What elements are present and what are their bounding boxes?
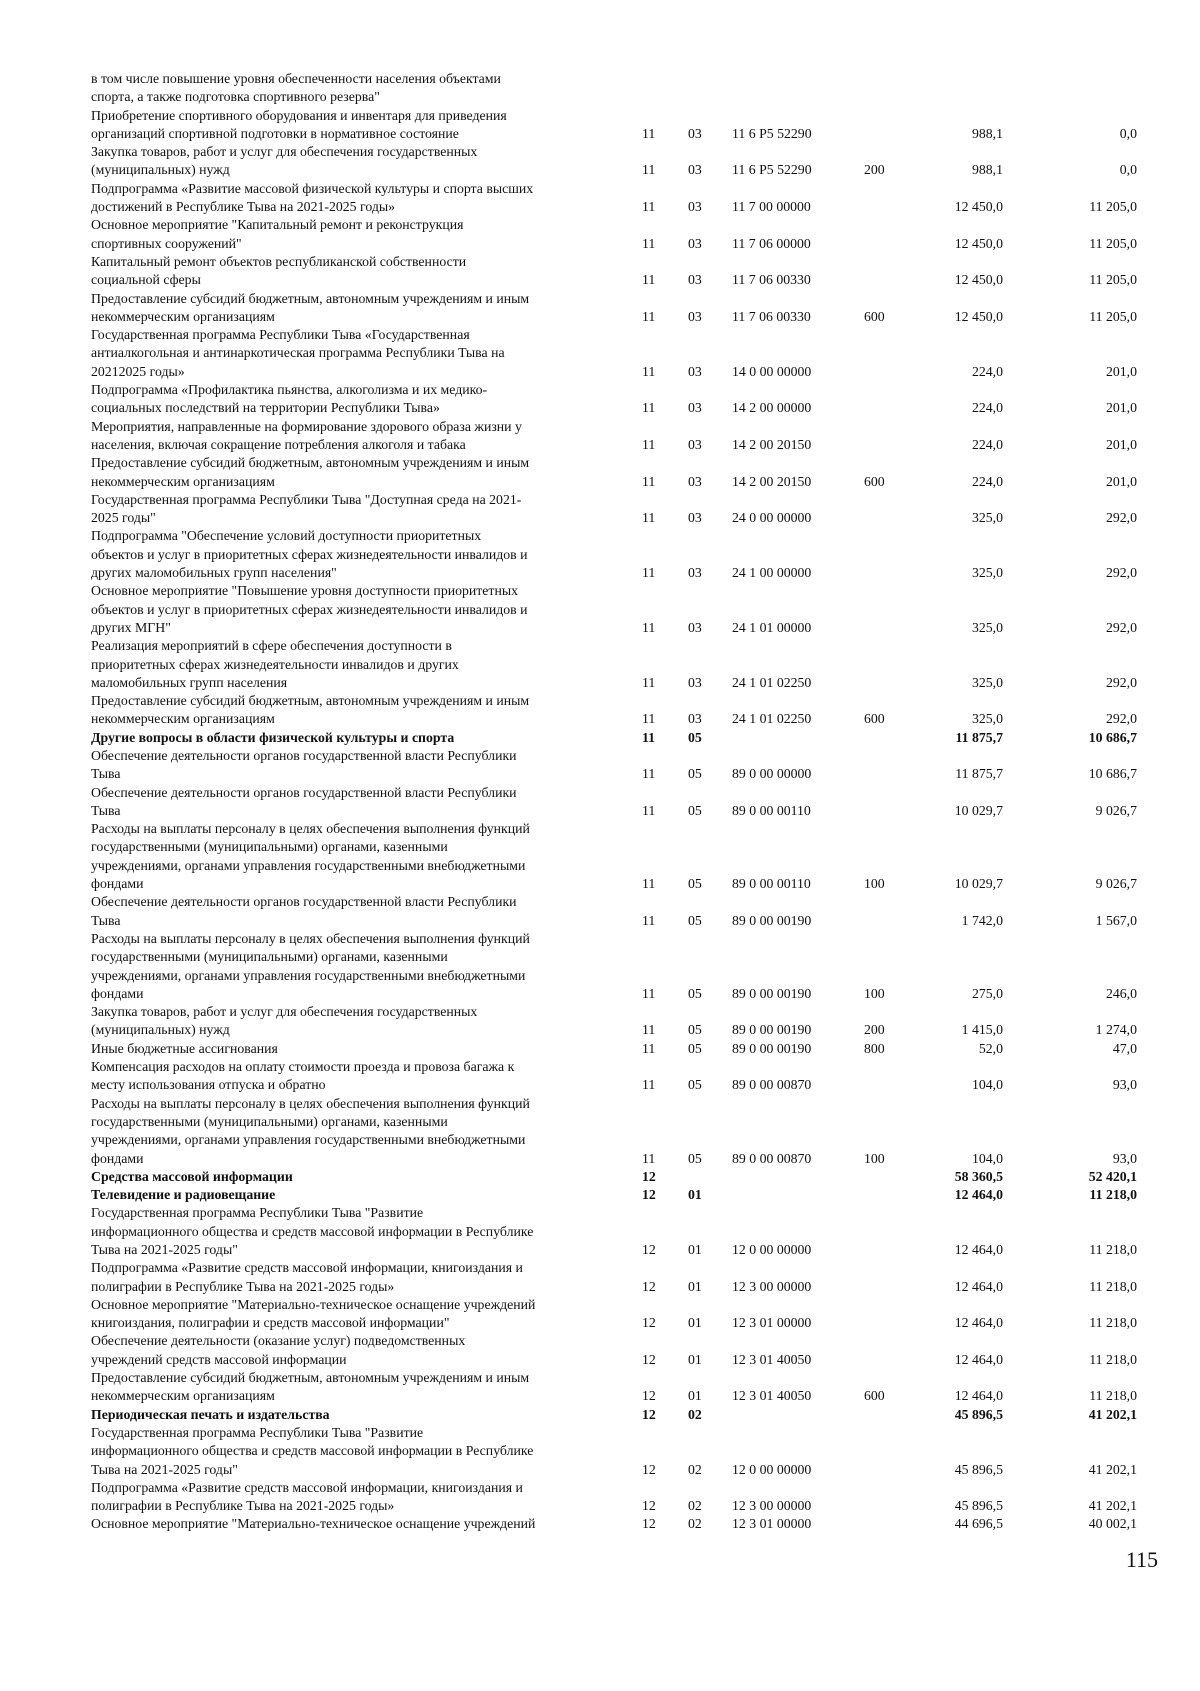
table-row xyxy=(91,820,1151,893)
row-name: Расходы на выплаты персоналу в целях обеспечения выполнения функций государственными (муниципальными) органами, казенными учреждениями, органами управления государственными внебюджетными фондами xyxy=(91,930,530,1001)
amount-year-2: 201,0 xyxy=(1105,436,1137,452)
target-article-code: 12 3 00 00000 xyxy=(732,1278,812,1294)
table-row xyxy=(91,1515,1151,1533)
amount-year-2: 201,0 xyxy=(1105,473,1137,489)
table-row xyxy=(91,454,1151,491)
table-row xyxy=(91,290,1151,327)
amount-year-2: 40 002,1 xyxy=(1088,1516,1137,1532)
row-name: Государственная программа Республики Тыва "Развитие информационного общества и средств массовой информации в Республике Тыва на 2021-2025 годы" xyxy=(91,1424,534,1477)
amount-year-2: 41 202,1 xyxy=(1088,1461,1137,1477)
row-name: Обеспечение деятельности органов государственной власти Республики Тыва xyxy=(91,894,517,928)
subsection-code: 03 xyxy=(688,235,702,251)
table-row xyxy=(91,418,1151,455)
row-name: Основное мероприятие "Материально-техническое оснащение учреждений книгоиздания, полиграфии и средств массовой информации" xyxy=(91,1296,536,1331)
expense-type-code: 600 xyxy=(864,473,885,489)
subsection-code: 03 xyxy=(688,272,702,288)
amount-year-1: 12 464,0 xyxy=(954,1351,1003,1367)
table-row xyxy=(91,784,1151,821)
amount-year-1: 12 450,0 xyxy=(954,308,1003,324)
target-article-code: 24 1 01 02250 xyxy=(732,711,812,727)
target-article-code: 89 0 00 00190 xyxy=(732,1022,812,1038)
table-row xyxy=(91,1040,1151,1058)
target-article-code: 11 7 00 00000 xyxy=(732,199,811,215)
row-name: Компенсация расходов на оплату стоимости проезда и провоза багажа к месту использования отпуска и обратно xyxy=(91,1059,515,1093)
target-article-code: 12 3 01 00000 xyxy=(732,1315,812,1331)
amount-year-2: 11 205,0 xyxy=(1089,235,1137,251)
row-name: Государственная программа Республики Тыва "Доступная среда на 2021- 2025 годы" xyxy=(91,491,522,526)
amount-year-2: 11 218,0 xyxy=(1089,1278,1137,1294)
amount-year-2: 201,0 xyxy=(1105,363,1137,379)
section-code: 11 xyxy=(642,400,656,416)
subsection-code: 05 xyxy=(688,985,702,1001)
section-code: 11 xyxy=(642,1022,656,1038)
subsection-code: 01 xyxy=(688,1315,702,1331)
amount-year-2: 11 218,0 xyxy=(1089,1187,1137,1203)
amount-year-2: 11 218,0 xyxy=(1089,1242,1137,1257)
amount-year-2: 10 686,7 xyxy=(1088,729,1137,745)
row-name: Государственная программа Республики Тыва "Развитие информационного общества и средств массовой информации в Республике Тыва на 2021-2025 годы" xyxy=(91,1205,534,1257)
target-article-code: 89 0 00 00870 xyxy=(732,1077,812,1093)
section-code: 11 xyxy=(642,912,656,928)
amount-year-2: 292,0 xyxy=(1105,619,1137,635)
amount-year-1: 45 896,5 xyxy=(954,1461,1003,1477)
amount-year-2: 1 274,0 xyxy=(1095,1022,1137,1038)
row-name: Расходы на выплаты персоналу в целях обеспечения выполнения функций государственными (муниципальными) органами, казенными учреждениями, органами управления государственными внебюджетными фондами xyxy=(91,1095,530,1166)
amount-year-2: 9 026,7 xyxy=(1095,802,1137,818)
amount-year-2: 201,0 xyxy=(1105,400,1137,416)
section-code: 11 xyxy=(642,308,656,324)
subsection-code: 02 xyxy=(688,1406,702,1422)
table-row xyxy=(91,582,1151,637)
amount-year-1: 325,0 xyxy=(971,674,1003,690)
table-row xyxy=(91,1296,1151,1333)
target-article-code: 89 0 00 00190 xyxy=(732,1040,812,1056)
subsection-code: 03 xyxy=(688,674,702,690)
section-code: 12 xyxy=(642,1351,656,1367)
row-name: Обеспечение деятельности органов государственной власти Республики Тыва xyxy=(91,747,517,782)
subsection-code: 05 xyxy=(688,1077,702,1093)
section-code: 12 xyxy=(642,1315,656,1331)
section-code: 11 xyxy=(642,162,656,178)
subsection-code: 05 xyxy=(688,876,702,892)
amount-year-1: 1 742,0 xyxy=(961,912,1003,928)
row-name: Подпрограмма «Развитие средств массовой информации, книгоиздания и полиграфии в Республике Тыва на 2021-2025 годы» xyxy=(91,1260,523,1294)
amount-year-2: 11 218,0 xyxy=(1089,1388,1137,1404)
row-name: Другие вопросы в области физической культуры и спорта xyxy=(91,729,455,745)
section-code: 11 xyxy=(642,985,656,1001)
amount-year-2: 9 026,7 xyxy=(1095,876,1137,892)
target-article-code: 14 2 00 00000 xyxy=(732,400,812,416)
expense-type-code: 600 xyxy=(864,1388,885,1404)
row-name: Предоставление субсидий бюджетным, автономным учреждениям и иным некоммерческим организациям xyxy=(91,693,530,727)
table-row xyxy=(91,143,1151,180)
target-article-code: 12 3 01 00000 xyxy=(732,1516,812,1532)
row-name: Расходы на выплаты персоналу в целях обеспечения выполнения функций государственными (муниципальными) органами, казенными учреждениями, органами управления государственными внебюджетными фондами xyxy=(91,821,530,892)
table-row xyxy=(91,70,1151,107)
section-code: 12 xyxy=(642,1278,656,1294)
row-name: Государственная программа Республики Тыва «Государственная антиалкогольная и антинаркотическая программа Республики Тыва на 20212025 годы» xyxy=(91,327,505,379)
table-row xyxy=(91,253,1151,290)
section-code: 11 xyxy=(642,473,656,489)
amount-year-2: 11 218,0 xyxy=(1089,1315,1137,1331)
subsection-code: 05 xyxy=(688,1040,702,1056)
expense-type-code: 600 xyxy=(864,308,885,324)
subsection-code: 03 xyxy=(688,363,702,379)
amount-year-1: 10 029,7 xyxy=(954,802,1003,818)
subsection-code: 05 xyxy=(688,729,702,745)
section-code: 11 xyxy=(642,436,656,452)
row-name: Закупка товаров, работ и услуг для обеспечения государственных (муниципальных) нужд xyxy=(91,1004,478,1038)
row-name: Основное мероприятие "Материально-техническое оснащение учреждений xyxy=(91,1516,536,1532)
subsection-code: 03 xyxy=(688,162,702,178)
amount-year-2: 292,0 xyxy=(1105,674,1137,690)
section-code: 12 xyxy=(642,1168,656,1184)
amount-year-1: 325,0 xyxy=(971,619,1003,635)
target-article-code: 89 0 00 00000 xyxy=(732,766,812,782)
section-code: 11 xyxy=(642,199,656,215)
section-code: 11 xyxy=(642,619,656,635)
table-row xyxy=(91,326,1151,381)
table-row xyxy=(91,1003,1151,1040)
section-code: 12 xyxy=(642,1498,656,1514)
subsection-code: 02 xyxy=(688,1516,702,1532)
row-name: Обеспечение деятельности органов государственной власти Республики Тыва xyxy=(91,784,517,818)
amount-year-1: 45 896,5 xyxy=(954,1406,1003,1422)
table-row xyxy=(91,747,1151,784)
table-row xyxy=(91,893,1151,930)
row-name: Средства массовой информации xyxy=(91,1168,293,1184)
row-name: Подпрограмма «Развитие средств массовой информации, книгоиздания и полиграфии в Республике Тыва на 2021-2025 годы» xyxy=(91,1479,523,1514)
subsection-code: 03 xyxy=(688,510,702,526)
subsection-code: 03 xyxy=(688,308,702,324)
subsection-code: 03 xyxy=(688,565,702,581)
expense-type-code: 100 xyxy=(864,876,885,892)
subsection-code: 03 xyxy=(688,436,702,452)
subsection-code: 01 xyxy=(688,1242,702,1257)
target-article-code: 24 1 01 02250 xyxy=(732,674,812,690)
amount-year-2: 11 218,0 xyxy=(1089,1351,1137,1367)
amount-year-2: 292,0 xyxy=(1105,510,1137,526)
subsection-code: 05 xyxy=(688,766,702,782)
subsection-code: 05 xyxy=(688,802,702,818)
amount-year-2: 11 205,0 xyxy=(1089,272,1137,288)
target-article-code: 12 3 01 40050 xyxy=(732,1351,812,1367)
amount-year-1: 104,0 xyxy=(971,1150,1003,1166)
subsection-code: 03 xyxy=(688,125,702,141)
table-row xyxy=(91,1204,1151,1259)
target-article-code: 11 7 06 00330 xyxy=(732,272,811,288)
amount-year-1: 52,0 xyxy=(978,1040,1003,1056)
row-name: Основное мероприятие "Повышение уровня доступности приоритетных объектов и услуг в приоритетных сферах жизнедеятельности инвалидов и других МГН" xyxy=(91,583,528,635)
row-name: Подпрограмма «Развитие массовой физической культуры и спорта высших достижений в Республике Тыва на 2021-2025 годы» xyxy=(91,180,534,215)
table-row xyxy=(91,491,1151,528)
section-code: 11 xyxy=(642,1077,656,1093)
section-code: 11 xyxy=(642,674,656,690)
expense-type-code: 100 xyxy=(864,985,885,1001)
amount-year-1: 11 875,7 xyxy=(955,766,1003,782)
subsection-code: 03 xyxy=(688,400,702,416)
target-article-code: 89 0 00 00190 xyxy=(732,912,812,928)
table-row xyxy=(91,1369,1151,1406)
amount-year-2: 10 686,7 xyxy=(1088,766,1137,782)
amount-year-1: 988,1 xyxy=(971,125,1003,141)
table-row xyxy=(91,930,1151,1003)
amount-year-1: 12 450,0 xyxy=(954,235,1003,251)
amount-year-1: 12 464,0 xyxy=(954,1187,1003,1203)
section-code: 11 xyxy=(642,1150,656,1166)
table-row xyxy=(91,1424,1151,1479)
amount-year-1: 12 450,0 xyxy=(954,199,1003,215)
amount-year-2: 47,0 xyxy=(1112,1040,1137,1056)
expense-type-code: 200 xyxy=(864,162,885,178)
section-code: 12 xyxy=(642,1187,656,1203)
amount-year-1: 58 360,5 xyxy=(954,1168,1003,1184)
target-article-code: 12 0 00 00000 xyxy=(732,1461,812,1477)
row-name: Телевидение и радиовещание xyxy=(91,1187,276,1203)
row-name: Подпрограмма «Профилактика пьянства, алкоголизма и их медико- социальных последствий на территории Республики Тыва» xyxy=(91,382,488,416)
section-code: 11 xyxy=(642,565,656,581)
subsection-code: 03 xyxy=(688,619,702,635)
amount-year-1: 12 450,0 xyxy=(954,272,1003,288)
subsection-code: 05 xyxy=(688,1150,702,1166)
amount-year-1: 275,0 xyxy=(971,985,1003,1001)
target-article-code: 24 1 00 00000 xyxy=(732,565,812,581)
table-row xyxy=(91,527,1151,582)
expense-type-code: 600 xyxy=(864,711,885,727)
amount-year-1: 1 415,0 xyxy=(961,1022,1003,1038)
section-code: 11 xyxy=(642,766,656,782)
table-row xyxy=(91,1332,1151,1369)
target-article-code: 89 0 00 00110 xyxy=(732,876,811,892)
row-name: Подпрограмма "Обеспечение условий доступности приоритетных объектов и услуг в приоритетных сферах жизнедеятельности инвалидов и других маломобильных групп населения" xyxy=(91,528,528,581)
table-row xyxy=(91,1058,1151,1095)
target-article-code: 12 3 00 00000 xyxy=(732,1498,812,1514)
table-row xyxy=(91,1186,1151,1204)
target-article-code: 11 7 06 00330 xyxy=(732,308,811,324)
row-name: в том числе повышение уровня обеспеченности населения объектами спорта, а также подготовка спортивного резерва" xyxy=(91,71,501,105)
target-article-code: 11 6 P5 52290 xyxy=(732,125,812,141)
section-code: 11 xyxy=(642,711,656,727)
target-article-code: 24 1 01 00000 xyxy=(732,619,812,635)
section-code: 11 xyxy=(642,363,656,379)
section-code: 11 xyxy=(642,510,656,526)
subsection-code: 01 xyxy=(688,1351,702,1367)
table-row xyxy=(91,381,1151,418)
table-row xyxy=(91,637,1151,692)
subsection-code: 01 xyxy=(688,1278,702,1294)
expense-type-code: 100 xyxy=(864,1150,885,1166)
subsection-code: 03 xyxy=(688,473,702,489)
target-article-code: 89 0 00 00110 xyxy=(732,802,811,818)
table-row xyxy=(91,107,1151,144)
subsection-code: 05 xyxy=(688,912,702,928)
row-name: Закупка товаров, работ и услуг для обеспечения государственных (муниципальных) нужд xyxy=(91,144,478,178)
amount-year-2: 52 420,1 xyxy=(1088,1168,1137,1184)
section-code: 11 xyxy=(642,235,656,251)
amount-year-2: 246,0 xyxy=(1105,985,1137,1001)
subsection-code: 02 xyxy=(688,1461,702,1477)
section-code: 12 xyxy=(642,1516,656,1532)
target-article-code: 89 0 00 00870 xyxy=(732,1150,812,1166)
row-name: Мероприятия, направленные на формирование здорового образа жизни у населения, включая сокращение потребления алкоголя и табака xyxy=(91,418,522,452)
target-article-code: 14 2 00 20150 xyxy=(732,473,812,489)
table-row xyxy=(91,1168,1151,1186)
amount-year-2: 0,0 xyxy=(1119,125,1137,141)
target-article-code: 11 6 P5 52290 xyxy=(732,162,812,178)
row-name: Предоставление субсидий бюджетным, автономным учреждениям и иным некоммерческим организациям xyxy=(91,1370,530,1404)
row-name: Иные бюджетные ассигнования xyxy=(91,1040,278,1056)
amount-year-1: 45 896,5 xyxy=(954,1498,1003,1514)
amount-year-1: 12 464,0 xyxy=(954,1278,1003,1294)
target-article-code: 12 3 01 40050 xyxy=(732,1388,812,1404)
section-code: 11 xyxy=(642,272,656,288)
section-code: 11 xyxy=(642,125,656,141)
amount-year-1: 12 464,0 xyxy=(954,1388,1003,1404)
amount-year-1: 325,0 xyxy=(971,711,1003,727)
target-article-code: 14 0 00 00000 xyxy=(732,363,812,379)
amount-year-2: 11 205,0 xyxy=(1089,199,1137,215)
subsection-code: 03 xyxy=(688,711,702,727)
subsection-code: 01 xyxy=(688,1388,702,1404)
amount-year-1: 224,0 xyxy=(971,363,1003,379)
target-article-code: 14 2 00 20150 xyxy=(732,436,812,452)
row-name: Предоставление субсидий бюджетным, автономным учреждениям и иным некоммерческим организациям xyxy=(91,290,530,324)
amount-year-2: 292,0 xyxy=(1105,711,1137,727)
row-name: Предоставление субсидий бюджетным, автономным учреждениям и иным некоммерческим организациям xyxy=(91,455,530,489)
section-code: 11 xyxy=(642,1040,656,1056)
table-row xyxy=(91,692,1151,729)
table-row xyxy=(91,1259,1151,1296)
target-article-code: 24 0 00 00000 xyxy=(732,510,812,526)
subsection-code: 02 xyxy=(688,1498,702,1514)
amount-year-2: 41 202,1 xyxy=(1088,1406,1137,1422)
section-code: 12 xyxy=(642,1388,656,1404)
amount-year-2: 0,0 xyxy=(1119,162,1137,178)
target-article-code: 89 0 00 00190 xyxy=(732,985,812,1001)
table-row xyxy=(91,180,1151,217)
section-code: 11 xyxy=(642,802,656,818)
amount-year-1: 224,0 xyxy=(971,436,1003,452)
amount-year-1: 325,0 xyxy=(971,565,1003,581)
amount-year-2: 93,0 xyxy=(1112,1150,1137,1166)
amount-year-1: 11 875,7 xyxy=(955,729,1003,745)
amount-year-1: 988,1 xyxy=(971,162,1003,178)
amount-year-1: 10 029,7 xyxy=(954,876,1003,892)
row-name: Периодическая печать и издательства xyxy=(91,1406,330,1422)
row-name: Капитальный ремонт объектов республиканской собственности социальной сферы xyxy=(91,253,467,288)
expense-type-code: 800 xyxy=(864,1040,885,1056)
amount-year-1: 325,0 xyxy=(971,510,1003,526)
expense-type-code: 200 xyxy=(864,1022,885,1038)
amount-year-1: 104,0 xyxy=(971,1077,1003,1093)
row-name: Приобретение спортивного оборудования и инвентаря для приведения организаций спортивной подготовки в нормативное состояние xyxy=(91,107,507,141)
amount-year-2: 292,0 xyxy=(1105,565,1137,581)
page-number: 115 xyxy=(1125,1547,1158,1572)
table-row xyxy=(91,729,1151,747)
subsection-code: 03 xyxy=(688,199,702,215)
table-row xyxy=(91,1479,1151,1516)
amount-year-1: 44 696,5 xyxy=(954,1516,1003,1532)
row-name: Основное мероприятие "Капитальный ремонт и реконструкция спортивных сооружений" xyxy=(91,217,464,251)
amount-year-1: 12 464,0 xyxy=(954,1315,1003,1331)
section-code: 12 xyxy=(642,1406,656,1422)
budget-table xyxy=(91,70,1151,1534)
subsection-code: 05 xyxy=(688,1022,702,1038)
amount-year-1: 12 464,0 xyxy=(954,1242,1003,1257)
target-article-code: 12 0 00 00000 xyxy=(732,1242,812,1257)
table-row xyxy=(91,1095,1151,1168)
table-row xyxy=(91,216,1151,253)
amount-year-2: 41 202,1 xyxy=(1088,1498,1137,1514)
amount-year-1: 224,0 xyxy=(971,473,1003,489)
subsection-code: 01 xyxy=(688,1187,702,1203)
section-code: 12 xyxy=(642,1461,656,1477)
amount-year-2: 11 205,0 xyxy=(1089,308,1137,324)
section-code: 11 xyxy=(642,729,656,745)
section-code: 12 xyxy=(642,1242,656,1257)
amount-year-2: 1 567,0 xyxy=(1095,912,1137,928)
row-name: Обеспечение деятельности (оказание услуг) подведомственных учреждений средств массовой информации xyxy=(91,1333,466,1367)
amount-year-1: 224,0 xyxy=(971,400,1003,416)
amount-year-2: 93,0 xyxy=(1112,1077,1137,1093)
row-name: Реализация мероприятий в сфере обеспечения доступности в приоритетных сферах жизнедеятельности инвалидов и других маломобильных групп населения xyxy=(91,638,459,690)
target-article-code: 11 7 06 00000 xyxy=(732,235,811,251)
section-code: 11 xyxy=(642,876,656,892)
table-row xyxy=(91,1406,1151,1424)
